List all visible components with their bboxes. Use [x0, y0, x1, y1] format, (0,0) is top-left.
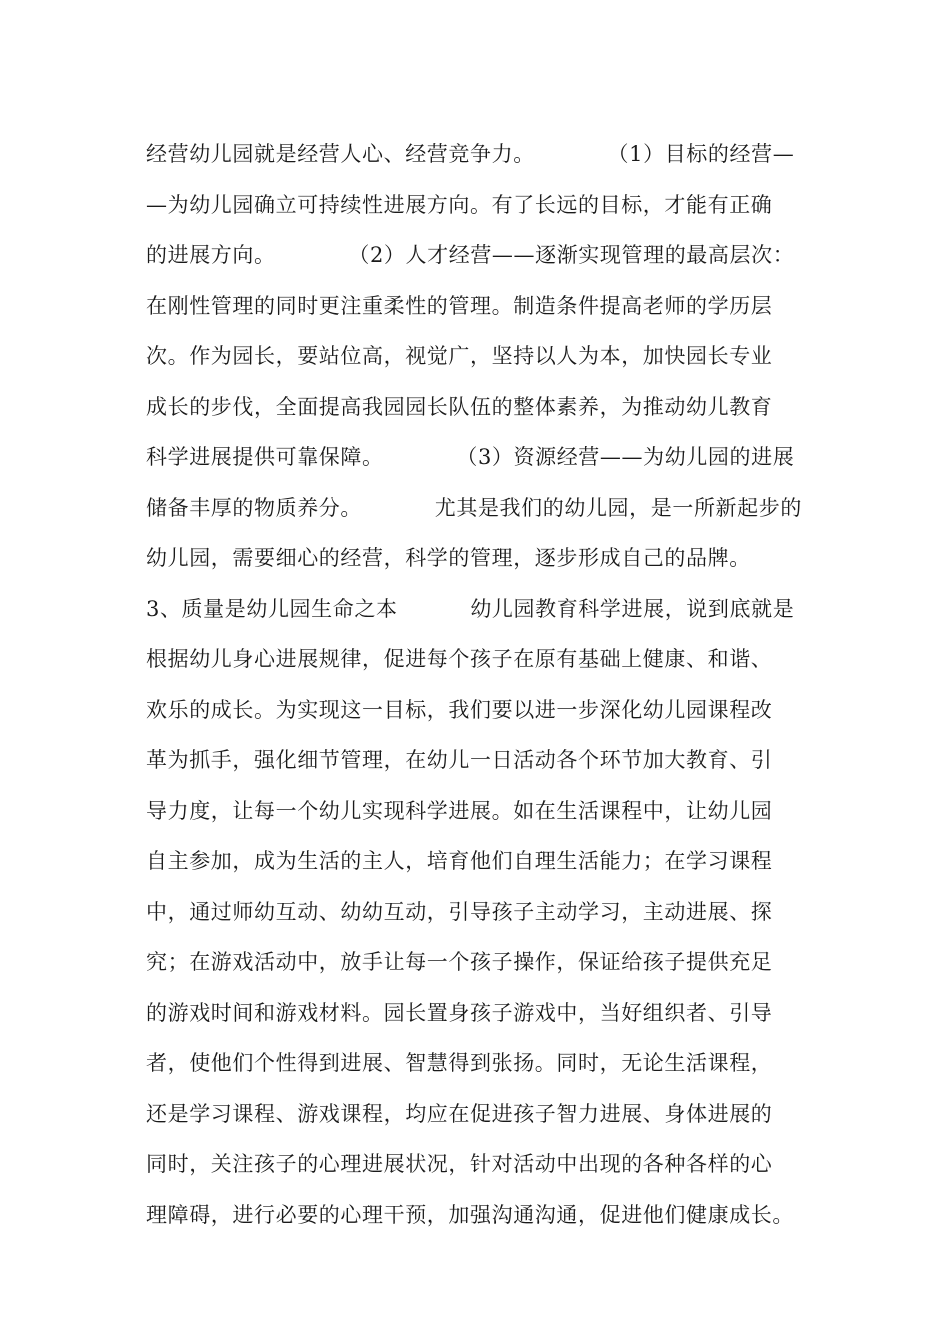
text-line: 理障碍，进行必要的心理干预，加强沟通沟通，促进他们健康成长。: [146, 1202, 794, 1227]
body-text: [146, 129, 846, 1240]
text-line: —为幼儿园确立可持续性进展方向。有了长远的目标，才能有正确: [146, 192, 773, 217]
text-line: 储备丰厚的物质养分。 尤其是我们的幼儿园，是一所新起步的: [146, 495, 802, 520]
text-line: 幼儿园，需要细心的经营，科学的管理，逐步形成自己的品牌。: [146, 546, 751, 570]
text-line: 经营幼儿园就是经营人心、经营竞争力。 （1）目标的经营—: [146, 142, 795, 166]
text-line: 究；在游戏活动中，放手让每一个孩子操作，保证给孩子提供充足: [146, 950, 773, 974]
text-line: 还是学习课程、游戏课程，均应在促进孩子智力进展、身体进展的: [146, 1101, 773, 1126]
text-line: 3、质量是幼儿园生命之本 幼儿园教育科学进展，说到底就是: [146, 596, 795, 621]
text-line: 科学进展提供可靠保障。 （3）资源经营——为幼儿园的进展: [146, 445, 795, 469]
text-line: 根据幼儿身心进展规律，促进每个孩子在原有基础上健康、和谐、: [146, 647, 773, 671]
text-line: 者，使他们个性得到进展、智慧得到张扬。同时，无论生活课程，: [146, 1051, 773, 1075]
text-line: 同时，关注孩子的心理进展状况，针对活动中出现的各种各样的心: [146, 1152, 773, 1176]
text-line: 欢乐的成长。为实现这一目标，我们要以进一步深化幼儿园课程改: [146, 697, 773, 722]
text-line: 次。作为园长，要站位高，视觉广，坚持以人为本，加快园长专业: [146, 344, 773, 368]
text-line: 中，通过师幼互动、幼幼互动，引导孩子主动学习，主动进展、探: [146, 899, 773, 924]
text-line: 导力度，让每一个幼儿实现科学进展。如在生活课程中，让幼儿园: [146, 798, 773, 823]
text-line: 自主参加，成为生活的主人，培育他们自理生活能力；在学习课程: [146, 849, 773, 873]
text-line: 在刚性管理的同时更注重柔性的管理。制造条件提高老师的学历层: [146, 293, 773, 318]
text-line: 的进展方向。 （2）人才经营——逐渐实现管理的最高层次：: [146, 243, 795, 267]
text-line: 成长的步伐，全面提高我园园长队伍的整体素养，为推动幼儿教育: [146, 394, 773, 419]
text-line: 革为抓手，强化细节管理，在幼儿一日活动各个环节加大教育、引: [146, 748, 773, 772]
text-line: 的游戏时间和游戏材料。园长置身孩子游戏中，当好组织者、引导: [146, 1000, 773, 1025]
